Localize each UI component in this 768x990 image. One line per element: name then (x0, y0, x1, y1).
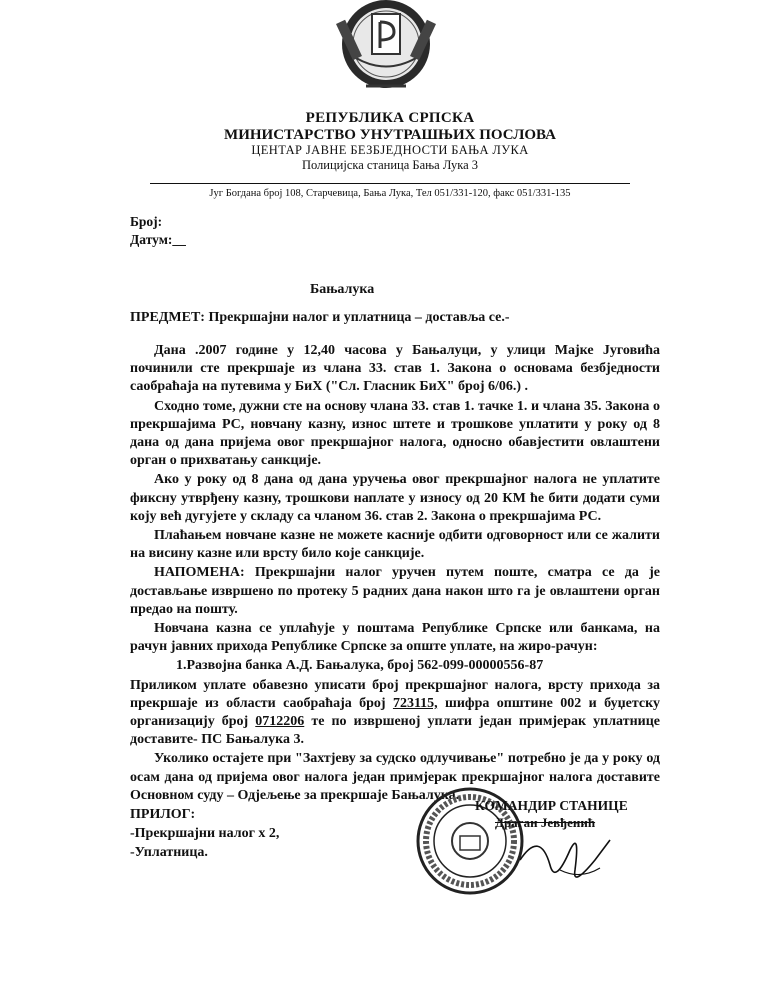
coat-of-arms-emblem-icon (306, 0, 466, 100)
date-value: __ (172, 232, 186, 247)
budget-org-code: 0712206 (255, 714, 305, 730)
paragraph-late-fee: Ако у року од 8 дана од дана уручења овог прекршајног налога не уплатите фиксну утврђену казну, трошкови наплате у износу од 20 КМ ће бити додати суми коју већ дугујете у складу са чланом 36. став 2. Закона о прекршајима РС. (130, 472, 660, 524)
handwritten-signature-icon (500, 820, 620, 890)
paragraph-note: НАПОМЕНА: Прекршајни налог уручен путем поште, сматра се да је достављање извршено по протеку 5 радних дана након што га је овлаштени орган предао на пошту. (130, 565, 660, 617)
paragraph-payment: Новчана казна се уплаћује у поштама Републике Српске или банкама, на рачун јавних прихода Републике Српске за опште уплате, на жиро-рачун: (130, 621, 660, 655)
paragraph-bank-account: 1.Развојна банка А.Д. Бањалука, број 562-099-00000556-87 (176, 658, 544, 674)
header-station: Полицијска станица Бања Лука 3 (301, 158, 479, 172)
header-center: ЦЕНТАР ЈАВНЕ БЕЗБЈЕДНОСТИ БАЊА ЛУКА (251, 143, 529, 157)
attachment-item: -Уплатница. (130, 845, 208, 861)
document-date (130, 232, 186, 248)
header-republic: РЕПУБЛИКА СРПСКА (305, 110, 475, 126)
signature-name: Драган Јевђенић (495, 815, 596, 830)
city-name: Бањалука (310, 282, 375, 297)
attachments-label: ПРИЛОГ: (130, 807, 196, 823)
document-body (130, 342, 660, 864)
paragraph-payment-instructions (130, 677, 660, 750)
paragraph-obligation: Сходно томе, дужни сте на основу члана 33. став 1. тачке 1. и члана 35. Закона о прекршајима РС, новчану казну, износ штете и трошкове уплатити у року од 8 дана од дана пријема овог прекршајног налога, односно обавјестити овлаштени орган о прихватању санкције. (130, 398, 660, 469)
instructions-part-b: шифра општине 002 и буџетску организацију број (130, 695, 660, 730)
header-ministry: МИНИСТАРСТВО УНУТРАШЊИХ ПОСЛОВА (224, 127, 556, 143)
number-label: Број: (130, 214, 163, 229)
attachment-item: -Прекршајни налог х 2, (130, 826, 280, 842)
paragraph-offense: Дана .2007 године у 12,40 часова у Бањалуци, у улици Мајке Југовића починили сте прекршаје из члана 33. став 1. Закона о основама безбједности саобраћаја на путевима у БиХ ("Сл. Гласник БиХ" број 6/06.) . (130, 343, 660, 395)
header-address: Југ Богдана број 108, Старчевица, Бања Лука, Тел 051/331-120, факс 051/331-135 (209, 188, 571, 199)
instructions-part-a: Приликом уплате обавезно уписати број прекршајног налога, врсту прихода за прекршаје из области саобраћаја број (130, 677, 660, 711)
document-number (130, 214, 162, 230)
revenue-code: 723115, (392, 695, 438, 711)
subject-line: ПРЕДМЕТ: Прекршајни налог и уплатница – доставља се.- (130, 310, 510, 325)
signature-title: КОМАНДИР СТАНИЦЕ (475, 798, 628, 813)
header-divider (150, 183, 630, 184)
instructions-part-c: те по извршеној уплати један примјерак уплатнице доставите- ПС Бањалука 3. (130, 714, 660, 748)
date-label: Датум: (130, 232, 173, 247)
paragraph-liability: Плаћањем новчане казне не можете касније одбити одговорност или се жалити на висину казне или врсту било које санкције. (130, 528, 660, 562)
paragraph-court-request: Уколико остајете при "Захтјеву за судско одлучивање" потребно је да у року од осам дана од пријема овог налога један примјерак прекршајног налога доставите Основном суду – Одјељење за прекршаје Бањалука. (130, 751, 660, 803)
